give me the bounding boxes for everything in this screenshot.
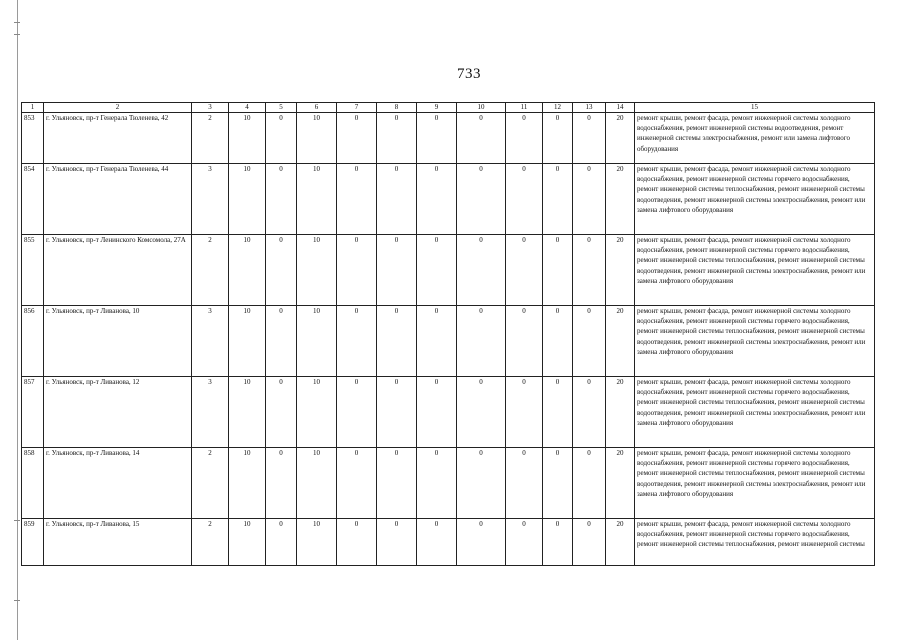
cell-value: 2 <box>192 519 229 566</box>
cell-value: 10 <box>297 377 337 448</box>
cell-value: 10 <box>229 306 266 377</box>
row-index: 854 <box>22 164 44 235</box>
table-row <box>22 519 875 566</box>
cell-value: 0 <box>377 306 417 377</box>
housing-repair-table <box>21 102 875 566</box>
table-row <box>22 377 875 448</box>
cell-value: 0 <box>506 519 543 566</box>
cell-value: 20 <box>606 519 635 566</box>
cell-value: 0 <box>457 164 506 235</box>
cell-value: 2 <box>192 113 229 164</box>
cell-value: 10 <box>297 448 337 519</box>
row-index: 856 <box>22 306 44 377</box>
cell-value: 0 <box>543 377 573 448</box>
cell-value: 0 <box>377 113 417 164</box>
col-header-11: 11 <box>506 103 543 113</box>
cell-value: 0 <box>337 448 377 519</box>
col-header-12: 12 <box>543 103 573 113</box>
cell-value: 0 <box>266 519 297 566</box>
row-index: 857 <box>22 377 44 448</box>
cell-value: 0 <box>417 306 457 377</box>
col-header-7: 7 <box>337 103 377 113</box>
cell-value: 20 <box>606 235 635 306</box>
row-index: 855 <box>22 235 44 306</box>
cell-value: 10 <box>229 519 266 566</box>
binding-margin-line <box>17 0 18 640</box>
cell-value: 0 <box>457 306 506 377</box>
cell-value: 0 <box>377 377 417 448</box>
col-header-8: 8 <box>377 103 417 113</box>
cell-value: 3 <box>192 164 229 235</box>
cell-value: 10 <box>229 113 266 164</box>
table-row <box>22 448 875 519</box>
row-address: г. Ульяновск, пр-т Ливанова, 12 <box>44 377 192 448</box>
col-header-5: 5 <box>266 103 297 113</box>
cell-value: 3 <box>192 306 229 377</box>
cell-value: 3 <box>192 377 229 448</box>
col-header-10: 10 <box>457 103 506 113</box>
cell-value: 10 <box>297 164 337 235</box>
cell-value: 0 <box>266 235 297 306</box>
cell-value: 0 <box>573 519 606 566</box>
cell-value: 0 <box>543 235 573 306</box>
cell-value: 0 <box>337 164 377 235</box>
cell-value: 0 <box>543 164 573 235</box>
cell-value: 0 <box>573 377 606 448</box>
cell-value: 10 <box>229 377 266 448</box>
col-header-13: 13 <box>573 103 606 113</box>
row-works: ремонт крыши, ремонт фасада, ремонт инженерной системы холодного водоснабжения, ремонт инженерной системы горячего водоснабжения, ремонт инженерной системы теплоснабжения, ремонт инженерной системы водоотведения, ремонт инженерной системы электроснабжения, ремонт или замена лифтового оборудования <box>635 235 875 306</box>
table-row <box>22 113 875 164</box>
col-header-3: 3 <box>192 103 229 113</box>
cell-value: 20 <box>606 377 635 448</box>
cell-value: 0 <box>417 113 457 164</box>
table-row <box>22 235 875 306</box>
cell-value: 0 <box>573 306 606 377</box>
cell-value: 0 <box>573 113 606 164</box>
cell-value: 20 <box>606 164 635 235</box>
cell-value: 0 <box>543 448 573 519</box>
cell-value: 0 <box>506 448 543 519</box>
row-works: ремонт крыши, ремонт фасада, ремонт инженерной системы холодного водоснабжения, ремонт инженерной системы водоотведения, ремонт инженерной системы электроснабжения, ремонт или замена лифтового оборудования <box>635 113 875 164</box>
cell-value: 0 <box>266 306 297 377</box>
cell-value: 0 <box>417 448 457 519</box>
col-header-4: 4 <box>229 103 266 113</box>
cell-value: 0 <box>457 235 506 306</box>
row-address: г. Ульяновск, пр-т Ливанова, 10 <box>44 306 192 377</box>
table-row <box>22 306 875 377</box>
cell-value: 10 <box>297 235 337 306</box>
cell-value: 0 <box>337 235 377 306</box>
row-works: ремонт крыши, ремонт фасада, ремонт инженерной системы холодного водоснабжения, ремонт инженерной системы горячего водоснабжения, ремонт инженерной системы теплоснабжения, ремонт инженерной системы водоотведения, ремонт инженерной системы электроснабжения, ремонт или замена лифтового оборудования <box>635 164 875 235</box>
cell-value: 0 <box>506 164 543 235</box>
cell-value: 20 <box>606 306 635 377</box>
cell-value: 0 <box>417 235 457 306</box>
cell-value: 0 <box>506 306 543 377</box>
cell-value: 0 <box>417 519 457 566</box>
header-row <box>22 103 875 113</box>
table-row <box>22 164 875 235</box>
margin-mark <box>14 34 20 35</box>
cell-value: 0 <box>337 306 377 377</box>
col-header-2: 2 <box>44 103 192 113</box>
cell-value: 0 <box>417 164 457 235</box>
cell-value: 0 <box>543 306 573 377</box>
cell-value: 0 <box>337 519 377 566</box>
cell-value: 0 <box>543 519 573 566</box>
row-address: г. Ульяновск, пр-т Генерала Тюленева, 42 <box>44 113 192 164</box>
cell-value: 10 <box>297 306 337 377</box>
cell-value: 0 <box>457 377 506 448</box>
cell-value: 0 <box>266 113 297 164</box>
cell-value: 0 <box>377 235 417 306</box>
cell-value: 20 <box>606 113 635 164</box>
row-address: г. Ульяновск, пр-т Генерала Тюленева, 44 <box>44 164 192 235</box>
cell-value: 0 <box>573 235 606 306</box>
row-index: 853 <box>22 113 44 164</box>
cell-value: 0 <box>337 377 377 448</box>
cell-value: 2 <box>192 235 229 306</box>
col-header-1: 1 <box>22 103 44 113</box>
cell-value: 0 <box>457 519 506 566</box>
row-address: г. Ульяновск, пр-т Ленинского Комсомола, 27А <box>44 235 192 306</box>
cell-value: 20 <box>606 448 635 519</box>
cell-value: 0 <box>417 377 457 448</box>
margin-mark <box>14 600 20 601</box>
col-header-6: 6 <box>297 103 337 113</box>
cell-value: 0 <box>266 448 297 519</box>
row-index: 859 <box>22 519 44 566</box>
col-header-9: 9 <box>417 103 457 113</box>
page-number: 733 <box>457 66 481 82</box>
cell-value: 0 <box>266 377 297 448</box>
row-works: ремонт крыши, ремонт фасада, ремонт инженерной системы холодного водоснабжения, ремонт инженерной системы горячего водоснабжения, ремонт инженерной системы теплоснабжения, ремонт инженерной системы водоотведения, ремонт инженерной системы электроснабжения, ремонт или замена лифтового оборудования <box>635 377 875 448</box>
row-works: ремонт крыши, ремонт фасада, ремонт инженерной системы холодного водоснабжения, ремонт инженерной системы горячего водоснабжения, ремонт инженерной системы теплоснабжения, ремонт инженерной системы <box>635 519 875 566</box>
cell-value: 0 <box>573 448 606 519</box>
row-address: г. Ульяновск, пр-т Ливанова, 15 <box>44 519 192 566</box>
cell-value: 2 <box>192 448 229 519</box>
cell-value: 0 <box>506 235 543 306</box>
cell-value: 0 <box>377 519 417 566</box>
cell-value: 0 <box>457 113 506 164</box>
row-works: ремонт крыши, ремонт фасада, ремонт инженерной системы холодного водоснабжения, ремонт инженерной системы горячего водоснабжения, ремонт инженерной системы теплоснабжения, ремонт инженерной системы водоотведения, ремонт инженерной системы электроснабжения, ремонт или замена лифтового оборудования <box>635 306 875 377</box>
row-index: 858 <box>22 448 44 519</box>
cell-value: 10 <box>229 448 266 519</box>
cell-value: 0 <box>573 164 606 235</box>
cell-value: 0 <box>506 113 543 164</box>
cell-value: 10 <box>229 235 266 306</box>
col-header-14: 14 <box>606 103 635 113</box>
cell-value: 0 <box>266 164 297 235</box>
cell-value: 0 <box>543 113 573 164</box>
cell-value: 10 <box>229 164 266 235</box>
col-header-15: 15 <box>635 103 875 113</box>
row-works: ремонт крыши, ремонт фасада, ремонт инженерной системы холодного водоснабжения, ремонт инженерной системы горячего водоснабжения, ремонт инженерной системы теплоснабжения, ремонт инженерной системы водоотведения, ремонт инженерной системы электроснабжения, ремонт или замена лифтового оборудования <box>635 448 875 519</box>
cell-value: 0 <box>457 448 506 519</box>
cell-value: 0 <box>377 164 417 235</box>
cell-value: 0 <box>337 113 377 164</box>
cell-value: 0 <box>377 448 417 519</box>
cell-value: 10 <box>297 113 337 164</box>
cell-value: 10 <box>297 519 337 566</box>
margin-mark <box>14 520 20 521</box>
cell-value: 0 <box>506 377 543 448</box>
row-address: г. Ульяновск, пр-т Ливанова, 14 <box>44 448 192 519</box>
margin-mark <box>14 22 20 23</box>
